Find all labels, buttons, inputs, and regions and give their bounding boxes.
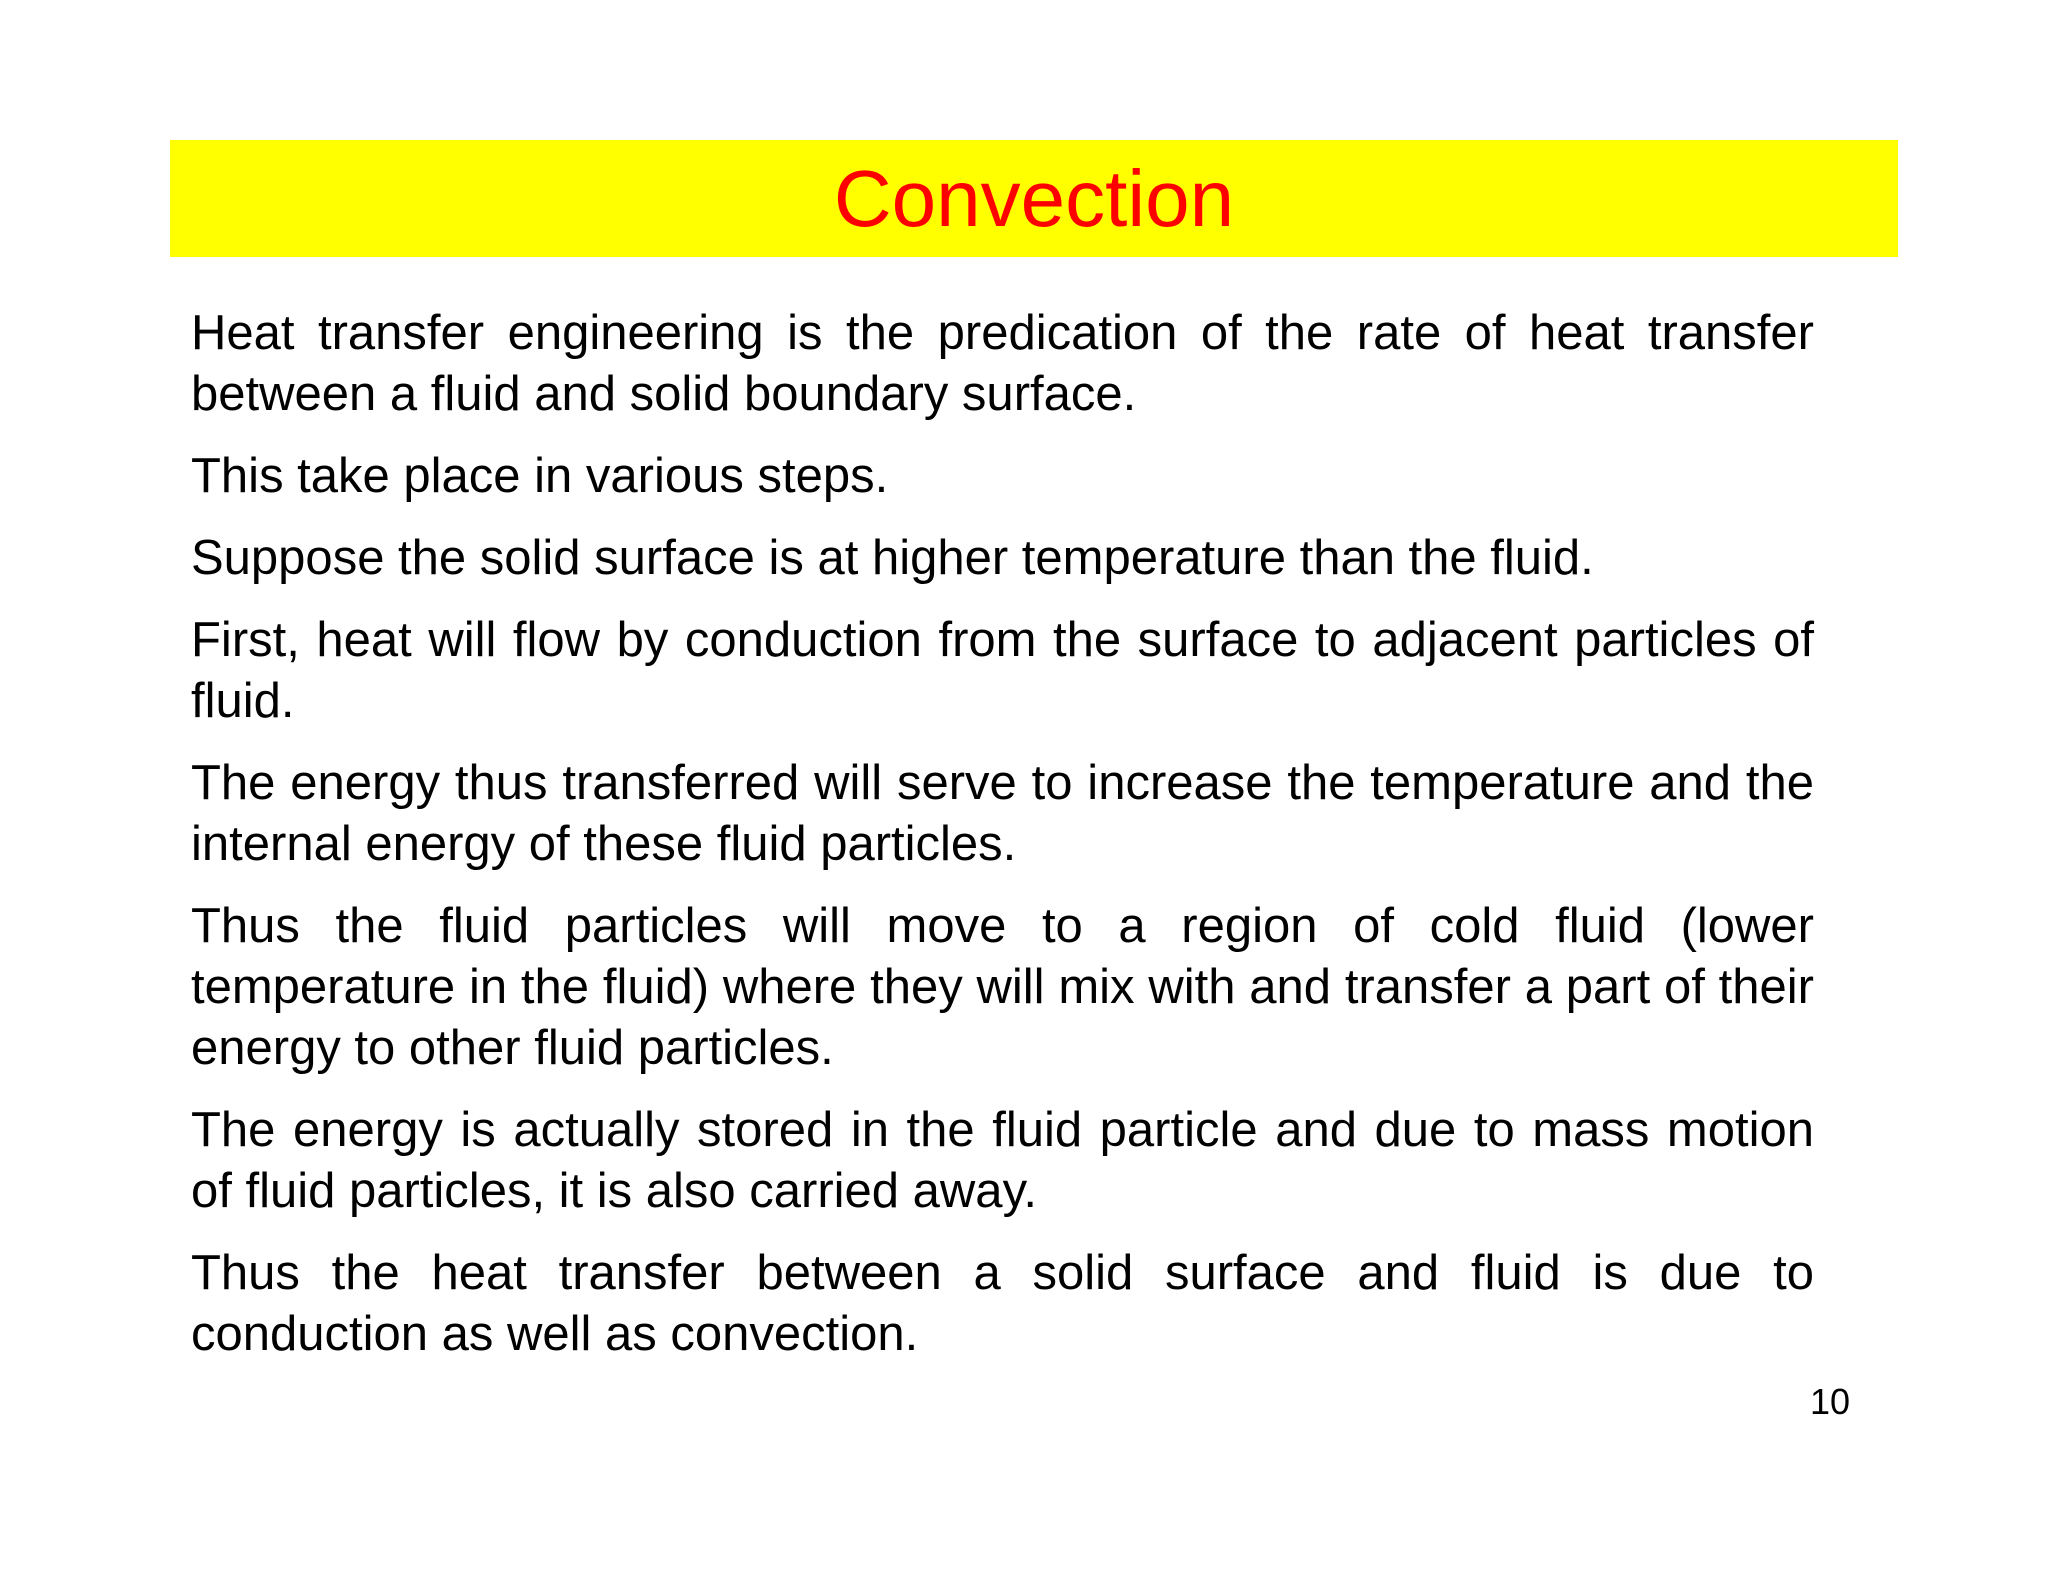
title-bar [170,140,1898,257]
paragraph-2: This take place in various steps. [191,449,889,503]
paragraph-1: Heat transfer engineering is the predication of the rate of heat transfer between a fluid and solid boundary surface. [191,306,1814,421]
slide-title: Convection [833,153,1235,243]
paragraph-5: The energy thus transferred will serve to increase the temperature and the internal energy of these fluid particles. [191,756,1814,871]
paragraph-8: Thus the heat transfer between a solid surface and fluid is due to conduction as well as convection. [191,1246,1814,1361]
paragraph-3: Suppose the solid surface is at higher temperature than the fluid. [191,531,1594,585]
paragraph-4: First, heat will flow by conduction from the surface to adjacent particles of fluid. [191,613,1814,728]
paragraph-7: The energy is actually stored in the fluid particle and due to mass motion of fluid particles, it is also carried away. [191,1103,1814,1218]
page-number: 10 [1810,1381,1851,1422]
paragraph-6: Thus the fluid particles will move to a region of cold fluid (lower temperature in the fluid) where they will mix with and transfer a part of their energy to other fluid particles. [191,899,1814,1075]
slide-body [191,303,1814,1386]
